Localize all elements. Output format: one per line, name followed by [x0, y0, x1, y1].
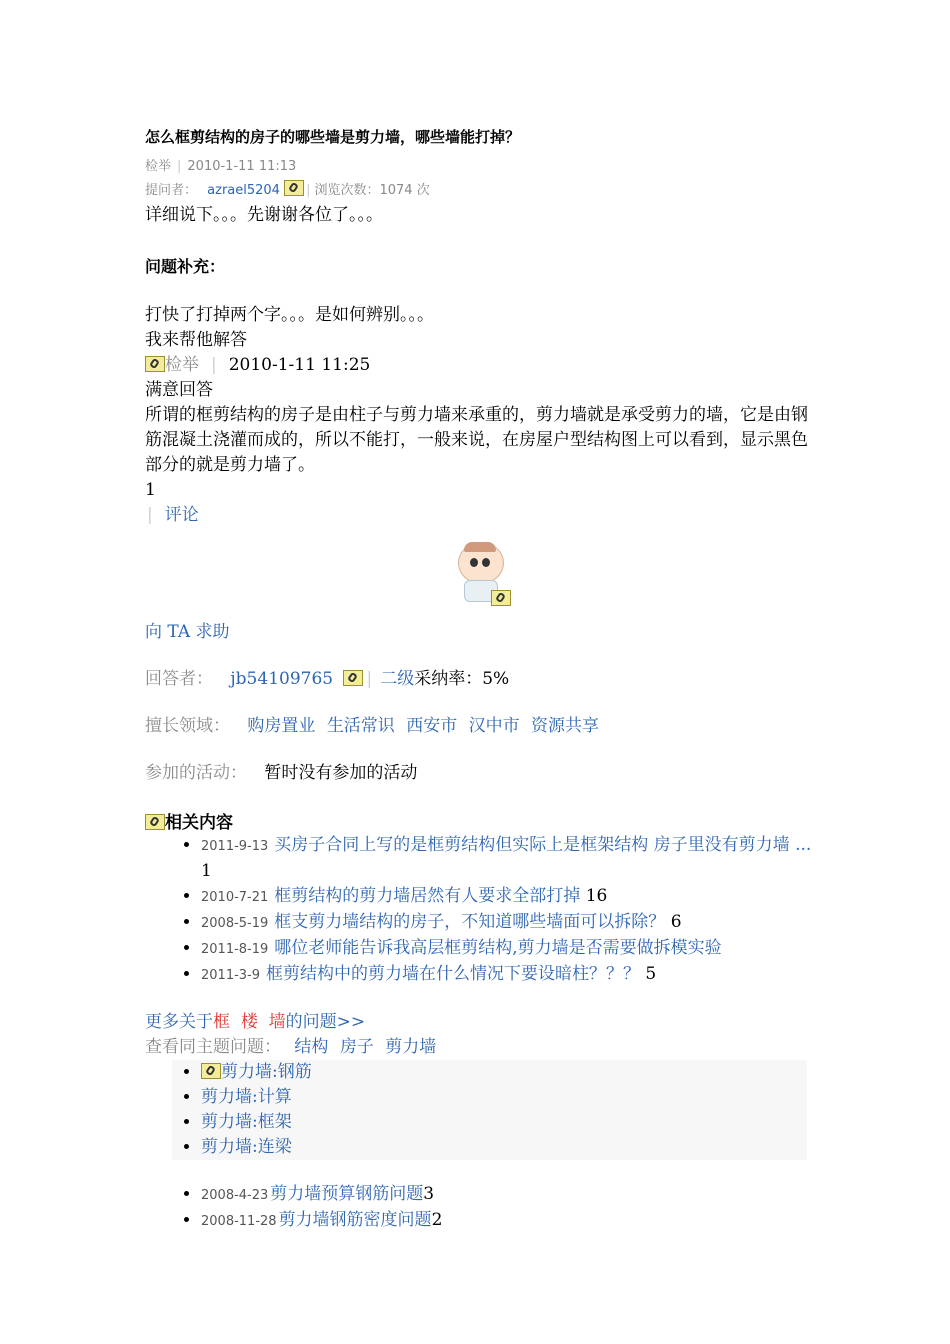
- asker-label: 提问者：: [145, 183, 198, 198]
- answerer-label: 回答者：: [145, 669, 213, 689]
- asker-meta: 提问者： azrael5204 | 浏览次数：1074 次: [145, 179, 815, 203]
- topic-link[interactable]: 剪力墙: [385, 1037, 437, 1057]
- expertise-link[interactable]: 购房置业: [247, 716, 316, 736]
- list-item: [201, 1110, 807, 1135]
- keyword[interactable]: 墙: [268, 1012, 286, 1032]
- answerer-level[interactable]: 二级: [380, 669, 415, 689]
- list-item: [201, 833, 815, 884]
- more-prefix: 更多关于: [145, 1012, 213, 1032]
- extra-list: [145, 1182, 815, 1234]
- asker-link[interactable]: azrael5204: [207, 183, 280, 198]
- related-link[interactable]: 剪力墙钢筋密度问题: [278, 1210, 432, 1230]
- related-link[interactable]: 哪位老师能告诉我高层框剪结构,剪力墙是否需要做拆模实验: [274, 938, 722, 958]
- expertise-link[interactable]: 资源共享: [531, 716, 600, 736]
- keyword[interactable]: 框: [213, 1012, 230, 1032]
- answer-count: 2: [431, 1210, 443, 1230]
- same-topic-label: 查看同主题问题：: [145, 1037, 281, 1057]
- related-link[interactable]: 买房子合同上写的是框剪结构但实际上是框架结构 房子里没有剪力墙 ...: [274, 835, 812, 855]
- question-datetime: 2010-1-11 11:13: [187, 159, 297, 174]
- item-date: 2011-9-13: [201, 839, 269, 854]
- comment-row: | 评论: [147, 505, 199, 525]
- help-answer-link[interactable]: 我来帮他解答: [145, 330, 247, 350]
- item-date: 2008-5-19: [201, 916, 269, 931]
- list-item: [201, 962, 815, 988]
- tag-link[interactable]: 剪力墙:计算: [201, 1087, 292, 1107]
- activity-value: 暂时没有参加的活动: [264, 763, 418, 783]
- vote-count: 1: [145, 480, 156, 500]
- item-date: 2008-4-23: [201, 1188, 269, 1203]
- list-item: [201, 1182, 815, 1208]
- more-suffix: 的问题>>: [285, 1012, 366, 1032]
- supplement-text: 打快了打掉两个字。。。是如何辨别。。。: [145, 305, 434, 325]
- question-body: 详细说下。。。先谢谢各位了。。。: [145, 205, 383, 225]
- related-link[interactable]: 剪力墙预算钢筋问题: [270, 1184, 424, 1204]
- answer-count: 6: [670, 912, 682, 932]
- topic-link[interactable]: 房子: [339, 1037, 374, 1057]
- list-item: [201, 910, 815, 936]
- question-title: 怎么框剪结构的房子的哪些墙是剪力墙，哪些墙能打掉？: [145, 128, 521, 146]
- answer-count: 3: [423, 1184, 435, 1204]
- answer-meta: 检举 | 2010-1-11 11:25: [145, 353, 815, 378]
- view-count: 浏览次数：1074 次: [314, 183, 430, 198]
- item-date: 2011-8-19: [201, 942, 269, 957]
- answer-count: 16: [585, 886, 608, 906]
- tag-link[interactable]: 剪力墙:框架: [201, 1112, 292, 1132]
- more-questions-link[interactable]: [145, 1010, 815, 1035]
- tag-link[interactable]: 剪力墙:连梁: [201, 1137, 292, 1157]
- related-link[interactable]: 框剪结构的剪力墙居然有人要求全部打掉: [274, 886, 581, 906]
- activity-label: 参加的活动：: [145, 763, 247, 783]
- user-badge-icon: [343, 670, 363, 686]
- activity-row: [145, 761, 815, 785]
- tag-link[interactable]: 剪力墙:钢筋: [221, 1062, 312, 1082]
- adopt-rate: 采纳率：5%: [414, 669, 510, 689]
- answer-count: 5: [645, 964, 657, 984]
- list-item: [201, 1135, 807, 1160]
- list-item: [201, 936, 815, 962]
- ask-ta-link[interactable]: 向 TA 求助: [145, 622, 230, 642]
- page-content: [145, 122, 815, 1234]
- same-topic-row: [145, 1035, 815, 1060]
- report-link[interactable]: 检举: [145, 159, 172, 174]
- list-item: [201, 1208, 815, 1234]
- answerer-row: 回答者： jb54109765 | 二级采纳率：5%: [145, 669, 510, 689]
- list-item: [201, 884, 815, 910]
- comment-link[interactable]: 评论: [164, 505, 199, 525]
- list-item: [201, 1060, 807, 1085]
- topic-tag-box: [172, 1060, 807, 1160]
- supplement-title: 问题补充：: [145, 257, 226, 276]
- answer-datetime: 2010-1-11 11:25: [228, 355, 371, 375]
- keyword[interactable]: 楼: [240, 1012, 258, 1032]
- expertise-row: [145, 714, 815, 738]
- list-item: [201, 1085, 807, 1110]
- item-date: 2010-7-21: [201, 890, 269, 905]
- item-date: 2011-3-9: [201, 968, 261, 983]
- expertise-link[interactable]: 西安市: [406, 716, 458, 736]
- answerer-avatar-block: [145, 542, 815, 612]
- expertise-link[interactable]: 汉中市: [468, 716, 520, 736]
- topic-tag-list: [172, 1060, 807, 1160]
- expertise-link[interactable]: 生活常识: [326, 716, 395, 736]
- question-meta: 检举 | 2010-1-11 11:13: [145, 159, 297, 174]
- user-badge-icon: [491, 590, 511, 606]
- related-link[interactable]: 框支剪力墙结构的房子，不知道哪些墙面可以拆除？: [274, 912, 666, 932]
- answer-text: 所谓的框剪结构的房子是由柱子与剪力墙来承重的，剪力墙就是承受剪力的墙，它是由钢筋混凝土浇灌而成的，所以不能打，一般来说，在房屋户型结构图上可以看到，显示黑色部分的就是剪力墙了。: [145, 405, 808, 475]
- related-list: [145, 833, 815, 988]
- related-link[interactable]: 框剪结构中的剪力墙在什么情况下要设暗柱？？？: [266, 964, 641, 984]
- item-date: 2008-11-28: [201, 1214, 277, 1229]
- related-title-row: [145, 808, 815, 833]
- user-badge-icon: [284, 180, 304, 196]
- answer-report-link[interactable]: 检举: [165, 355, 199, 375]
- topic-link[interactable]: 结构: [294, 1037, 329, 1057]
- answerer-link[interactable]: jb54109765: [230, 669, 334, 689]
- best-answer-label: 满意回答: [145, 380, 213, 400]
- expertise-label: 擅长领域：: [145, 716, 230, 736]
- related-icon: [145, 814, 165, 830]
- answer-count: 1: [201, 861, 212, 881]
- related-title: 相关内容: [165, 813, 233, 833]
- tag-icon: [201, 1063, 221, 1079]
- report-icon: [145, 356, 165, 372]
